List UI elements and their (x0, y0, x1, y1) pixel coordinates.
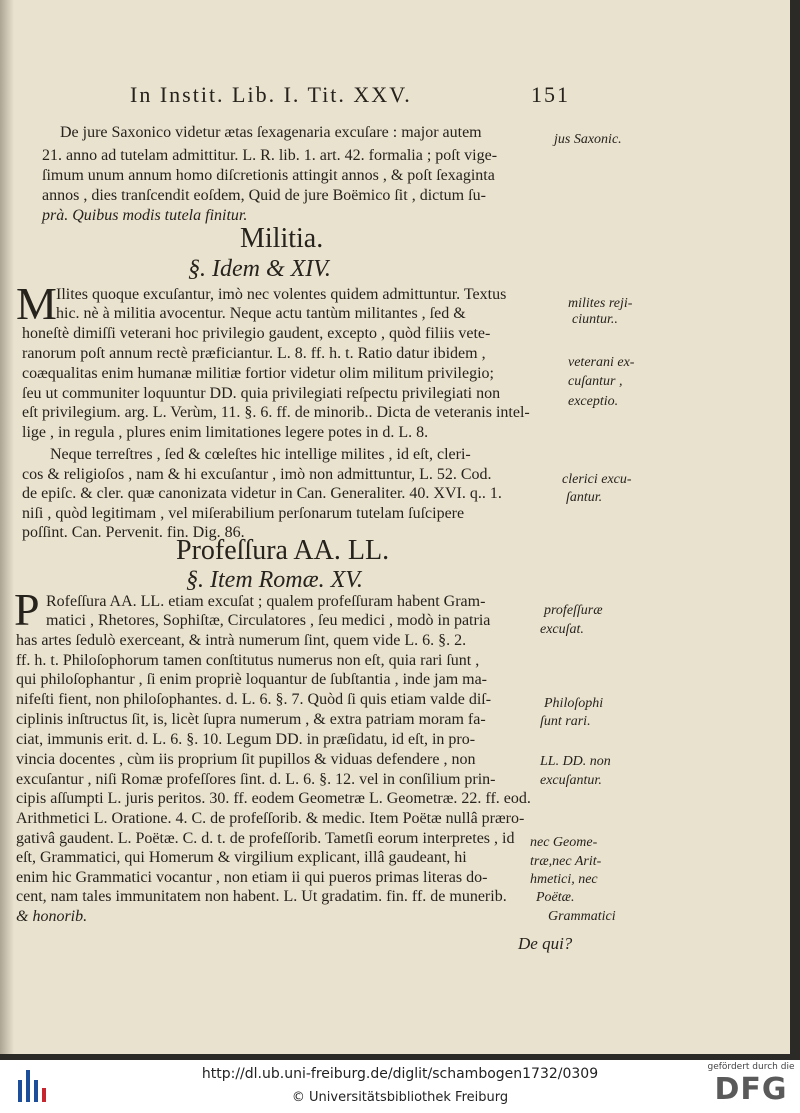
text-line: ff. h. t. Philoſophorum tamen conſtitutus numerus non eſt, quia rari ſunt , (16, 652, 480, 669)
text-line: ranorum poſt annum rectè præficiantur. L. 8. ff. h. t. Ratio datur ibidem , (22, 345, 486, 362)
margin-note: LL. DD. non (540, 754, 611, 769)
margin-note: excuſantur. (540, 773, 602, 788)
margin-note: clerici excu- (562, 472, 632, 487)
section-heading-militia: Militia. (240, 223, 324, 254)
copyright-notice: © Universitätsbibliothek Freiburg (291, 1090, 509, 1105)
text-line: ſimum unum annum homo diſcretionis attingit annos , & poſt ſexaginta (42, 167, 495, 184)
drop-cap-letter: M (16, 278, 57, 329)
margin-note: Philoſophi (544, 696, 604, 711)
text-line: lige , in regula , plures enim limitationes legere potes in d. L. 8. (22, 424, 429, 441)
section-heading-professura: Profeſſura AA. LL. (176, 535, 390, 566)
text-line: coæqualitas enim humanæ militiæ fortior videtur olim militum privilegio; (22, 365, 494, 382)
text-line: cipis aſſumpti L. juris peritos. 30. ff. eodem Geometræ L. Geometræ. 22. ff. eod. (16, 790, 531, 807)
running-title: In Instit. Lib. I. Tit. XXV. (130, 82, 412, 107)
text-line: excuſantur , niſi Romæ profeſſores ſint. d. L. 6. §. 12. vel in conſilium prin- (16, 771, 496, 788)
text-line: qui philoſophantur , ſi enim propriè loquantur de ſubſtantia , inde jam ma- (16, 671, 488, 688)
section-subheading: §. Idem & XIV. (188, 256, 331, 282)
permalink-url[interactable]: http://dl.ub.uni-freiburg.de/diglit/schambogen1732/0309 (201, 1066, 599, 1082)
text-line: De jure Saxonico videtur ætas ſexagenaria excuſare : major autem (60, 124, 482, 141)
margin-note: profeſſuræ (544, 603, 603, 618)
margin-note: jus Saxonic. (554, 132, 622, 147)
text-line: honeſtè dimiſſi veterani hoc privilegio gaudent, excepto , quòd filiis vete- (22, 325, 491, 342)
text-line: ciat, immunis erit. d. L. 6. §. 10. Legum DD. in præſidatu, id eſt, in pro- (16, 731, 476, 748)
text-line: ſeu ut communiter loquuntur DD. quia privilegiati reſpectu privilegiati non (22, 385, 501, 402)
page-gutter-shadow (0, 0, 14, 1054)
margin-note: excuſat. (540, 622, 584, 637)
text-line: Arithmetici L. Oratione. 4. C. de profeſſorib. & medic. Item Poëtæ nullâ præro- (16, 810, 525, 827)
text-line: ciplinis inſtructus ſit, is, licèt ſupra numerum , & extra patriam moram fa- (16, 711, 486, 728)
catchword: De qui? (518, 934, 573, 953)
text-line: Ilites quoque excuſantur, imò nec volentes quidem admittuntur. Textus (56, 286, 507, 303)
text-line: hic. nè à militia avocentur. Neque actu tantùm militantes , ſed & (56, 305, 466, 322)
text-line: has artes ſedulò exerceant, & intrà numerum ſint, quem vide L. 6. §. 2. (16, 632, 467, 649)
text-line: prà. Quibus modis tutela finitur. (42, 207, 248, 224)
text-line: nifeſti fient, non philoſophantes. d. L. 6. §. 7. Quòd ſi quis etiam valde diſ- (16, 691, 492, 708)
text-line: matici , Rhetores, Sophiſtæ, Circulatores , ſeu medici , modò in patria (46, 612, 491, 629)
margin-note: hmetici, nec (530, 872, 598, 887)
margin-note: milites reji- (568, 296, 633, 311)
text-line: Neque terreſtres , ſed & cœleſtes hic intellige milites , id eſt, cleri- (50, 446, 471, 463)
text-line: gativâ gaudent. L. Poëtæ. C. d. t. de profeſſorib. Tametſi eorum interpretes , id (16, 830, 515, 847)
margin-note: cuſantur , (568, 374, 623, 389)
text-line: cos & religioſos , nam & hi excuſantur , imò non admittuntur, L. 52. Cod. (22, 466, 492, 483)
text-line: eſt privilegium. arg. L. Verùm, 11. §. 6. ff. de minorib.. Dicta de veteranis intel- (22, 404, 530, 421)
dfg-wordmark: DFG (714, 1072, 788, 1107)
section-subheading: §. Item Romæ. XV. (186, 567, 363, 593)
text-line: poſſint. Can. Pervenit. fin. Dig. 86. (22, 524, 245, 541)
drop-cap-letter: P (14, 584, 40, 635)
text-line: de epiſc. & cler. quæ canonizata videtur in Can. Generaliter. 40. XVI. q.. 1. (22, 485, 502, 502)
text-line: niſi , quòd legitimam , vel miſerabilium perſonarum tutelam ſuſcipere (22, 505, 465, 522)
text-line: & honorib. (16, 908, 88, 925)
text-line: annos , dies tranſcendit eoſdem, Quid de jure Boëmico ſit , dictum ſu- (42, 187, 486, 204)
text-line: enim hic Grammatici vocantur , non etiam ii qui pueros primas literas do- (16, 869, 488, 886)
running-header (130, 82, 570, 108)
margin-note: exceptio. (568, 394, 619, 409)
margin-note: træ,nec Arit- (530, 854, 602, 869)
dfg-funding-logo (706, 1062, 796, 1110)
margin-note: ciuntur.. (572, 312, 618, 327)
page-number: 151 (531, 82, 570, 107)
margin-note: Poëtæ. (536, 890, 575, 905)
funding-label: gefördert durch die (707, 1062, 795, 1072)
margin-note: nec Geome- (530, 835, 598, 850)
margin-note: veterani ex- (568, 355, 635, 370)
text-line: Rofeſſura AA. LL. etiam excuſat ; qualem profeſſuram habent Gram- (46, 593, 486, 610)
text-line: cent, nam tales immunitatem non habent. L. Ut gradatim. fin. ff. de munerib. (16, 888, 507, 905)
text-line: 21. anno ad tutelam admittitur. L. R. lib. 1. art. 42. formalia ; poſt vige- (42, 147, 498, 164)
margin-note: ſunt rari. (540, 714, 591, 729)
margin-note: Grammatici (548, 909, 616, 924)
text-line: eſt, Grammatici, qui Homerum & virgilium explicant, illâ gaudeant, hi (16, 849, 467, 866)
margin-note: ſantur. (566, 490, 603, 505)
text-line: vincia docentes , cùm iis proprium ſit pupillos & viduas defendere , non (16, 751, 476, 768)
